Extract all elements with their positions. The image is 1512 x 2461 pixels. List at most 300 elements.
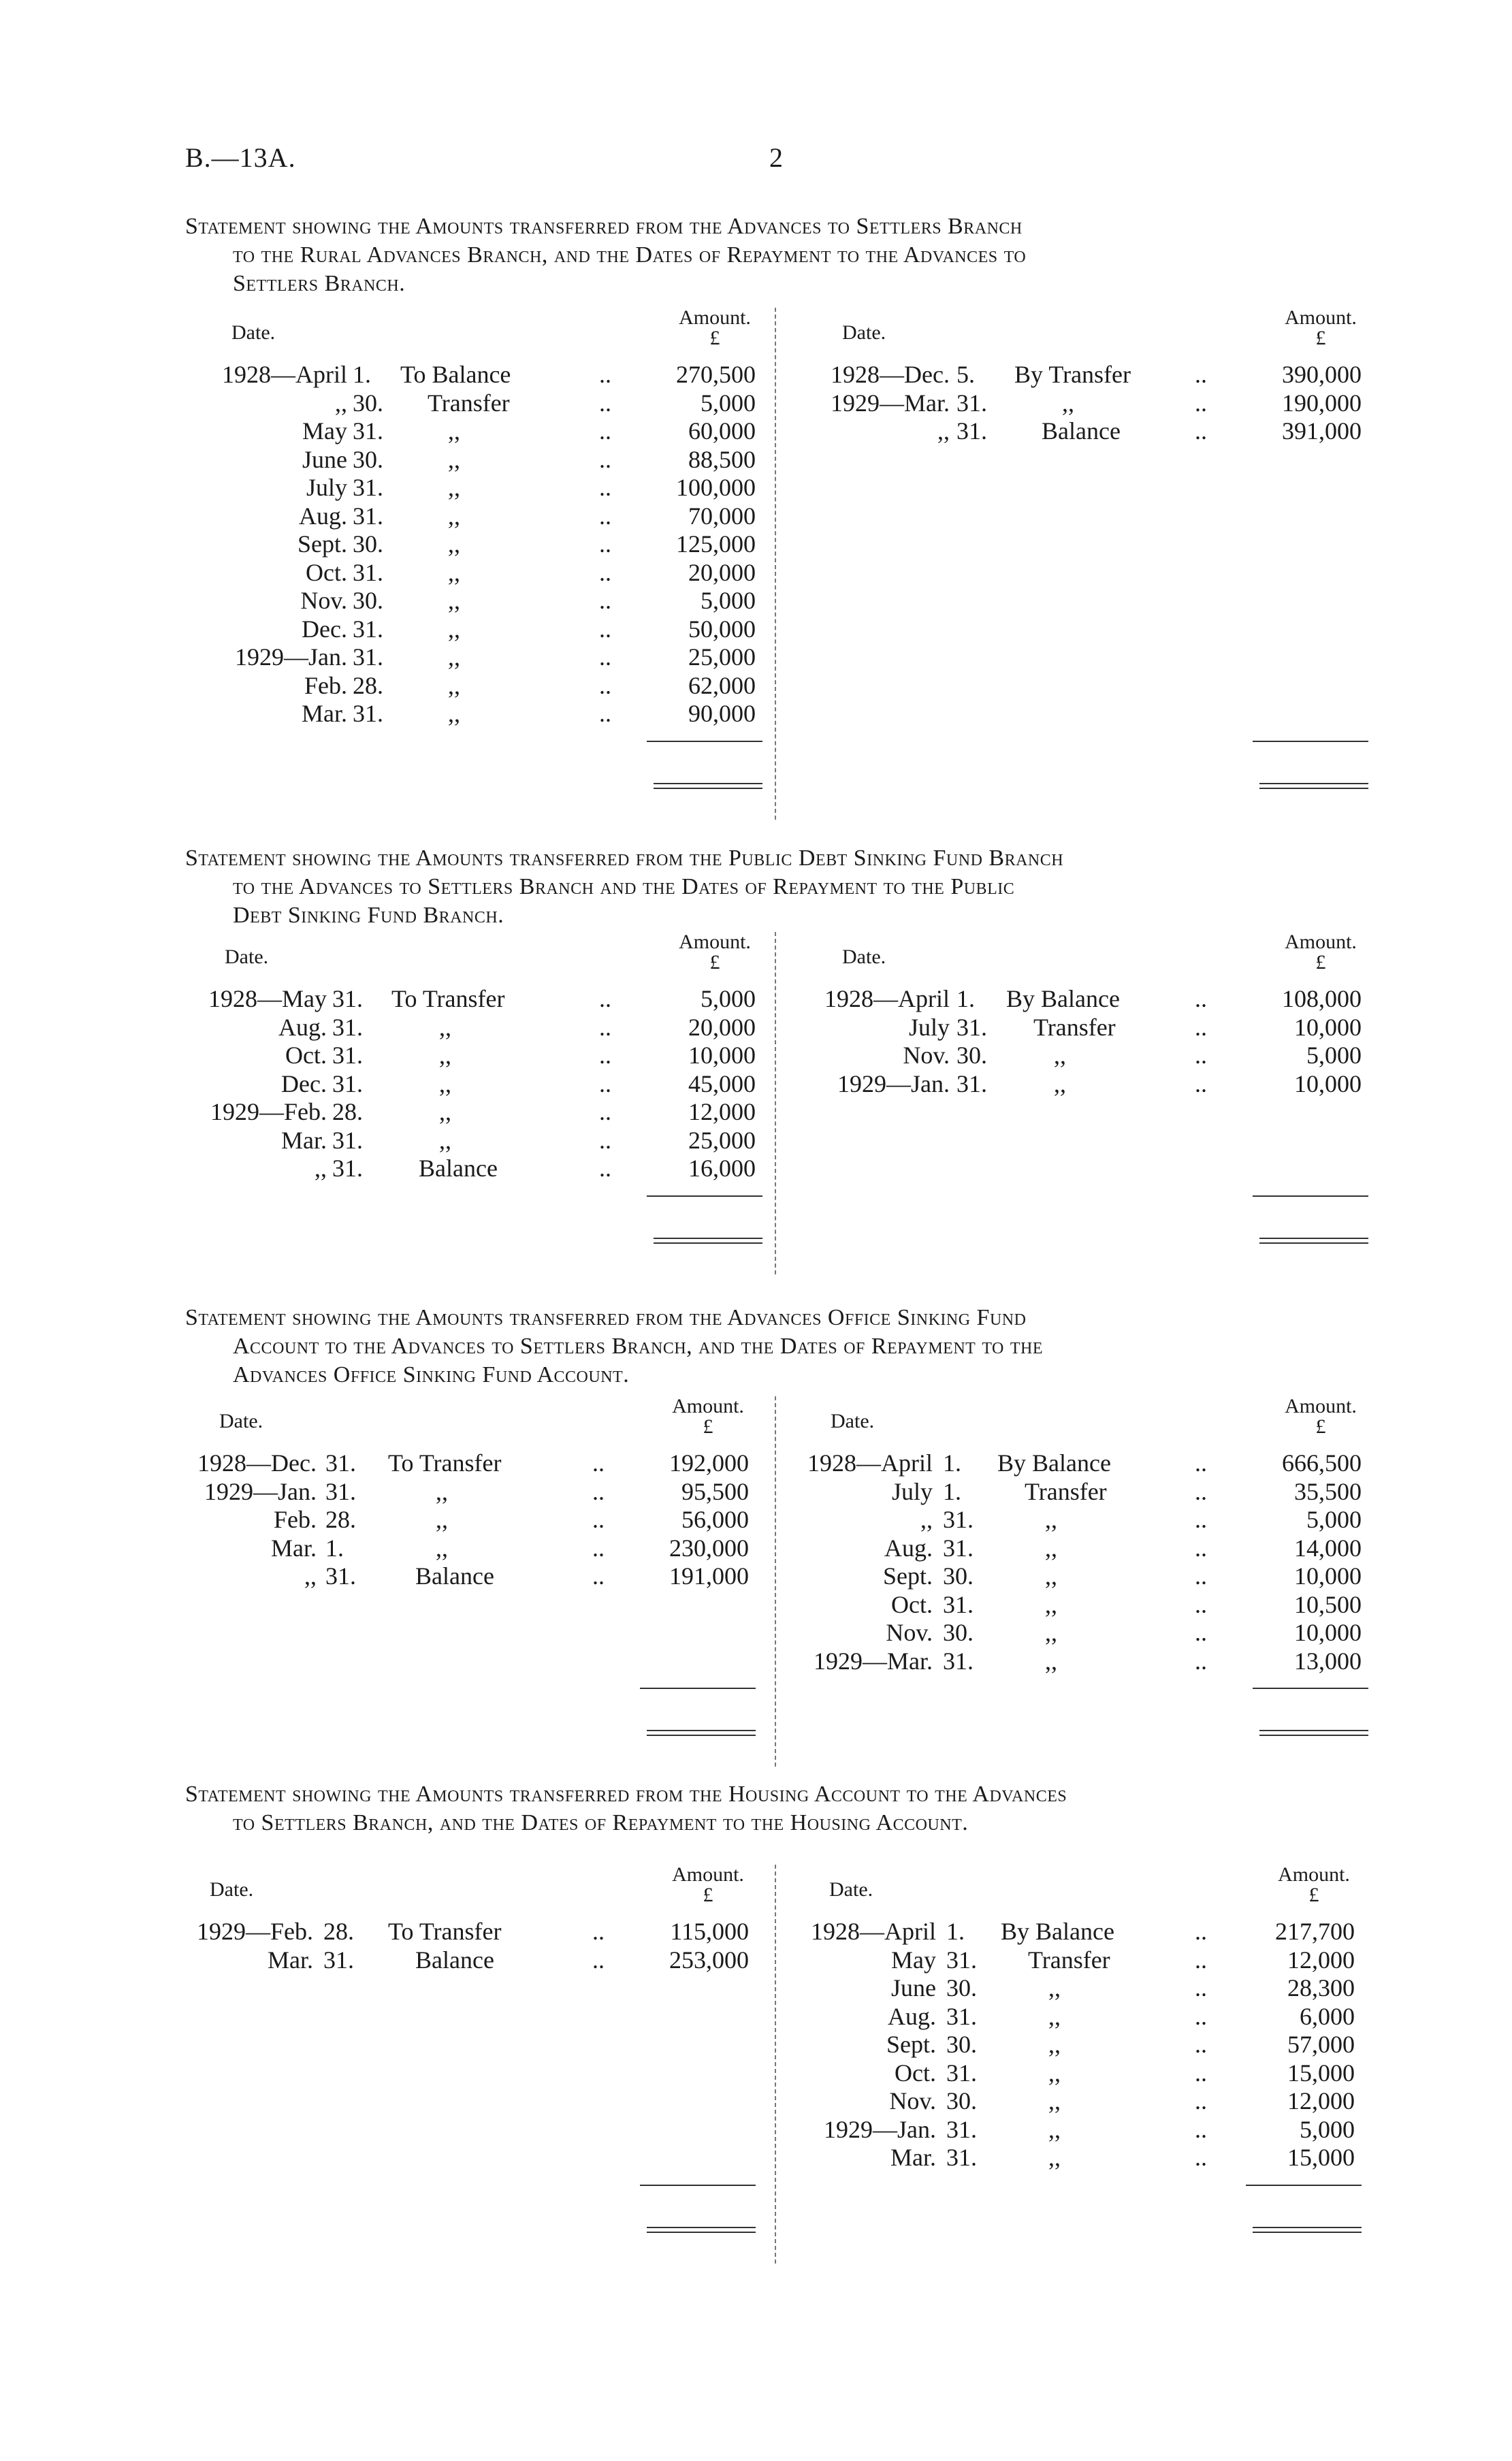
entry-date-label: July: [908, 1013, 950, 1041]
entry-date-label: 1928—April: [811, 1918, 936, 1945]
entry-date-label: Oct.: [895, 2059, 936, 2087]
entry-date-label: Sept.: [297, 530, 347, 558]
leader-dots: ..: [592, 1918, 605, 1945]
entry-description: ,,: [1045, 1562, 1057, 1590]
entry-amount: 60,000: [688, 417, 756, 445]
entry-day: 31.: [332, 1069, 363, 1097]
amount-header-label: Amount.: [672, 1863, 744, 1886]
entry-date-label: Nov.: [903, 1042, 950, 1069]
entry-description: ,,: [448, 615, 460, 643]
entry-amount: 390,000: [1282, 361, 1362, 388]
entry-day: 30.: [956, 1042, 987, 1069]
entry-amount: 5,000: [1306, 1506, 1362, 1533]
amount-header: [654, 308, 776, 349]
entry-day: 31.: [353, 615, 383, 643]
entry-date-label: 1928—Dec.: [197, 1449, 317, 1477]
title-line: Statement showing the Amounts transferred from the Advances to Settlers Branch: [185, 214, 1023, 239]
entry-amount: 108,000: [1282, 985, 1362, 1012]
entry-description: By Balance: [997, 1449, 1111, 1477]
entry-date-label: 1929—Jan.: [837, 1069, 950, 1097]
entry-description: By Balance: [1006, 985, 1120, 1012]
ledger-row: [0, 389, 1512, 417]
total-double-rule: [1253, 2227, 1362, 2233]
entry-day: 30.: [353, 389, 383, 417]
entry-description: ,,: [448, 445, 460, 473]
entry-amount: 88,500: [688, 445, 756, 473]
entry-description: ,,: [436, 1477, 448, 1505]
entry-day: 28.: [332, 1098, 363, 1125]
leader-dots: ..: [592, 1477, 605, 1505]
entry-amount: 62,000: [688, 671, 756, 699]
leader-dots: ..: [599, 643, 611, 671]
entry-day: 1.: [943, 1477, 961, 1505]
entry-description: ,,: [448, 643, 460, 671]
entry-day: 1.: [943, 1449, 961, 1477]
leader-dots: ..: [599, 558, 611, 586]
entry-description: ,,: [1054, 1042, 1066, 1069]
entry-day: 31.: [332, 1042, 363, 1069]
ledger-row: [0, 530, 1512, 558]
entry-amount: 56,000: [681, 1506, 749, 1533]
entry-amount: 100,000: [676, 474, 756, 501]
entry-amount: 57,000: [1287, 2031, 1355, 2058]
title-line: Debt Sinking Fund Branch.: [233, 903, 504, 928]
total-double-rule: [1259, 783, 1368, 789]
leader-dots: ..: [1195, 2144, 1207, 2171]
currency-symbol: £: [709, 951, 720, 974]
leader-dots: ..: [599, 1042, 611, 1069]
ledger-row: [0, 672, 1512, 700]
total-double-rule: [647, 1730, 756, 1736]
amount-header-label: Amount.: [679, 306, 751, 329]
currency-symbol: £: [1315, 951, 1326, 974]
entry-description: To Balance: [400, 361, 511, 388]
currency-symbol: £: [1315, 1415, 1326, 1438]
entry-amount: 10,000: [688, 1042, 756, 1069]
entry-date-label: Nov.: [300, 587, 347, 614]
entry-day: 31.: [956, 1013, 987, 1041]
entry-amount: 5,000: [701, 389, 756, 417]
entry-date-label: 1929—Jan.: [204, 1477, 317, 1505]
entry-amount: 28,300: [1287, 1974, 1355, 2001]
leader-dots: ..: [1195, 1506, 1207, 1533]
ledger-row: [0, 1619, 1512, 1647]
entry-date-label: July: [891, 1477, 933, 1505]
entry-date-label: Aug.: [884, 1534, 933, 1562]
entry-description: ,,: [1062, 389, 1074, 417]
ledger-row: [0, 1974, 1512, 2002]
ledger-row: [0, 2144, 1512, 2172]
entry-date-label: Oct.: [891, 1590, 933, 1618]
entry-date-label: Nov.: [886, 1619, 933, 1646]
leader-dots: ..: [599, 474, 611, 501]
amount-header: [1253, 1865, 1375, 1905]
entry-day: 1.: [946, 1918, 965, 1945]
entry-amount: 125,000: [676, 530, 756, 558]
amount-header-label: Amount.: [1285, 306, 1357, 329]
entry-day: 31.: [325, 1562, 356, 1590]
entry-date-label: 1929—Jan.: [235, 643, 347, 671]
leader-dots: ..: [1195, 417, 1207, 445]
ledger-row: [0, 1449, 1512, 1477]
amount-header-label: Amount.: [679, 931, 751, 953]
entry-description: Balance: [419, 1155, 498, 1182]
leader-dots: ..: [592, 1946, 605, 1974]
entry-date-label: Dec.: [281, 1069, 327, 1097]
date-header: Date.: [225, 946, 269, 968]
entry-day: 30.: [946, 1974, 977, 2001]
entry-day: 30.: [353, 445, 383, 473]
total-rule: [1246, 2185, 1362, 2186]
entry-date-label: Feb.: [304, 671, 347, 699]
entry-description: ,,: [1048, 2031, 1061, 2058]
leader-dots: ..: [1195, 1477, 1207, 1505]
leader-dots: ..: [1195, 389, 1207, 417]
entry-day: 31.: [353, 417, 383, 445]
total-rule: [647, 1195, 762, 1197]
entry-date-label: 1929—Feb.: [210, 1098, 327, 1125]
title-line: Statement showing the Amounts transferred from the Housing Account to the Advances: [185, 1782, 1067, 1807]
ledger-row: [0, 1562, 1512, 1590]
entry-day: 31.: [325, 1477, 356, 1505]
statement-title: [185, 1780, 1383, 1837]
leader-dots: ..: [599, 985, 611, 1012]
currency-symbol: £: [703, 1884, 713, 1906]
entry-day: 31.: [946, 1946, 977, 1974]
date-header: Date.: [210, 1878, 254, 1901]
date-header: Date.: [842, 321, 886, 344]
entry-amount: 35,500: [1294, 1477, 1362, 1505]
entry-date-label: Mar.: [281, 1126, 327, 1154]
entry-day: 31.: [956, 1069, 987, 1097]
leader-dots: ..: [1195, 2002, 1207, 2030]
leader-dots: ..: [599, 615, 611, 643]
entry-description: Balance: [1042, 417, 1121, 445]
amount-header: [647, 1865, 769, 1905]
entry-day: 31.: [353, 700, 383, 727]
amount-header-label: Amount.: [1285, 1395, 1357, 1417]
entry-day: 31.: [943, 1590, 974, 1618]
entry-day: 31.: [956, 417, 987, 445]
statement-title: [185, 844, 1383, 930]
entry-date-label: Oct.: [285, 1042, 327, 1069]
entry-date-label: May: [302, 417, 347, 445]
entry-amount: 95,500: [681, 1477, 749, 1505]
entry-description: Transfer: [1028, 1946, 1110, 1974]
entry-date-label: 1928—May: [208, 985, 327, 1012]
entry-description: ,,: [448, 558, 460, 586]
entry-amount: 50,000: [688, 615, 756, 643]
entry-amount: 13,000: [1294, 1647, 1362, 1675]
entry-description: Transfer: [1033, 1013, 1116, 1041]
leader-dots: ..: [1195, 1647, 1207, 1675]
amount-header-label: Amount.: [1285, 931, 1357, 953]
entry-date-label: 1928—April: [807, 1449, 933, 1477]
entry-description: ,,: [1048, 1974, 1061, 2001]
entry-date-label: ,,: [937, 417, 950, 445]
amount-header: [654, 932, 776, 973]
entry-description: ,,: [448, 700, 460, 727]
entry-amount: 5,000: [1300, 2115, 1355, 2143]
entry-amount: 253,000: [669, 1946, 749, 1974]
title-line: Advances Office Sinking Fund Account.: [233, 1362, 630, 1387]
entry-description: Transfer: [1025, 1477, 1107, 1505]
total-double-rule: [654, 783, 762, 789]
amount-header-label: Amount.: [1278, 1863, 1350, 1886]
leader-dots: ..: [1195, 2059, 1207, 2087]
ledger-row: [0, 615, 1512, 643]
entry-date-label: Sept.: [882, 1562, 933, 1590]
entry-description: ,,: [1045, 1506, 1057, 1533]
ledger-row: [0, 2031, 1512, 2059]
entry-amount: 5,000: [701, 985, 756, 1012]
leader-dots: ..: [1195, 1974, 1207, 2001]
ledger-row: [0, 1478, 1512, 1506]
leader-dots: ..: [1195, 1562, 1207, 1590]
entry-amount: 25,000: [688, 643, 756, 671]
entry-description: ,,: [1048, 2002, 1061, 2030]
leader-dots: ..: [599, 700, 611, 727]
amount-header-label: Amount.: [672, 1395, 744, 1417]
entry-day: 30.: [943, 1619, 974, 1646]
ledger-row: [0, 2116, 1512, 2144]
entry-amount: 10,000: [1294, 1069, 1362, 1097]
leader-dots: ..: [1195, 1918, 1207, 1945]
entry-day: 30.: [353, 530, 383, 558]
currency-symbol: £: [703, 1415, 713, 1438]
title-line: Account to the Advances to Settlers Branch, and the Dates of Repayment to the: [233, 1334, 1044, 1359]
entry-amount: 190,000: [1282, 389, 1362, 417]
leader-dots: ..: [599, 1126, 611, 1154]
entry-day: 31.: [943, 1506, 974, 1533]
leader-dots: ..: [1195, 1619, 1207, 1646]
leader-dots: ..: [599, 1098, 611, 1125]
entry-date-label: July: [306, 474, 347, 501]
entry-amount: 15,000: [1287, 2059, 1355, 2087]
page-number: 2: [769, 142, 783, 173]
leader-dots: ..: [599, 502, 611, 530]
entry-amount: 230,000: [669, 1534, 749, 1562]
entry-description: ,,: [439, 1013, 451, 1041]
entry-day: 30.: [946, 2031, 977, 2058]
entry-amount: 5,000: [701, 587, 756, 614]
ledger-row: [0, 361, 1512, 389]
ledger-row: [0, 1506, 1512, 1534]
entry-amount: 191,000: [669, 1562, 749, 1590]
entry-day: 31.: [353, 643, 383, 671]
entry-description: ,,: [1045, 1619, 1057, 1646]
entry-amount: 14,000: [1294, 1534, 1362, 1562]
entry-day: 31.: [332, 985, 363, 1012]
leader-dots: ..: [592, 1449, 605, 1477]
ledger-row: [0, 587, 1512, 615]
date-header: Date.: [219, 1410, 263, 1432]
ledger-row: [0, 1098, 1512, 1126]
entry-date-label: ,,: [304, 1562, 317, 1590]
entry-day: 1.: [956, 985, 975, 1012]
entry-amount: 666,500: [1282, 1449, 1362, 1477]
leader-dots: ..: [1195, 1534, 1207, 1562]
total-double-rule: [1259, 1238, 1368, 1244]
entry-date-label: ,,: [315, 1155, 327, 1182]
entry-day: 31.: [332, 1155, 363, 1182]
entry-day: 31.: [323, 1946, 354, 1974]
leader-dots: ..: [592, 1562, 605, 1590]
total-double-rule: [1259, 1730, 1368, 1736]
leader-dots: ..: [599, 530, 611, 558]
entry-date-label: 1929—Jan.: [824, 2115, 936, 2143]
entry-description: ,,: [448, 587, 460, 614]
entry-date-label: Oct.: [306, 558, 347, 586]
leader-dots: ..: [1195, 1946, 1207, 1974]
entry-description: ,,: [1048, 2144, 1061, 2171]
leader-dots: ..: [592, 1506, 605, 1533]
entry-date-label: Aug.: [299, 502, 347, 530]
entry-day: 31.: [332, 1013, 363, 1041]
ledger-row: [0, 1155, 1512, 1183]
entry-amount: 5,000: [1306, 1042, 1362, 1069]
entry-amount: 10,500: [1294, 1590, 1362, 1618]
leader-dots: ..: [599, 361, 611, 388]
entry-description: By Balance: [1001, 1918, 1114, 1945]
entry-day: 31.: [946, 2059, 977, 2087]
ledger-row: [0, 2087, 1512, 2115]
entry-date-label: Feb.: [274, 1506, 317, 1533]
leader-dots: ..: [599, 417, 611, 445]
ledger-row: [0, 2059, 1512, 2087]
entry-date-label: ,,: [335, 389, 347, 417]
leader-dots: ..: [592, 1534, 605, 1562]
entry-date-label: Mar.: [268, 1946, 313, 1974]
ledger-row: [0, 1014, 1512, 1042]
total-rule: [640, 1688, 756, 1689]
ledger-row: [0, 1647, 1512, 1675]
entry-description: ,,: [448, 502, 460, 530]
entry-description: ,,: [448, 671, 460, 699]
title-line: to the Advances to Settlers Branch and the Dates of Repayment to the Public: [233, 874, 1015, 899]
leader-dots: ..: [599, 445, 611, 473]
entry-day: 1.: [325, 1534, 344, 1562]
leader-dots: ..: [1195, 2031, 1207, 2058]
entry-description: ,,: [439, 1098, 451, 1125]
entry-description: ,,: [439, 1126, 451, 1154]
entry-amount: 217,700: [1275, 1918, 1355, 1945]
entry-description: ,,: [1045, 1534, 1057, 1562]
entry-day: 31.: [943, 1534, 974, 1562]
title-line: to Settlers Branch, and the Dates of Repayment to the Housing Account.: [233, 1810, 969, 1835]
currency-symbol: £: [709, 327, 720, 349]
ledger-row: [0, 643, 1512, 671]
ledger-row: [0, 1591, 1512, 1619]
entry-amount: 20,000: [688, 558, 756, 586]
entry-day: 28.: [323, 1918, 354, 1945]
statement-title: [185, 1304, 1383, 1389]
ledger-row: [0, 1042, 1512, 1069]
total-rule: [1253, 741, 1368, 742]
document-reference: B.—13A.: [185, 142, 296, 173]
amount-header: [1259, 1396, 1382, 1437]
amount-header: [647, 1396, 769, 1437]
ledger-row: [0, 1534, 1512, 1562]
entry-amount: 115,000: [670, 1918, 749, 1945]
entry-description: ,,: [448, 530, 460, 558]
total-rule: [640, 2185, 756, 2186]
leader-dots: ..: [1195, 361, 1207, 388]
entry-day: 31.: [353, 558, 383, 586]
amount-header: [1259, 308, 1382, 349]
entry-description: ,,: [436, 1534, 448, 1562]
entry-description: ,,: [1048, 2115, 1061, 2143]
entry-day: 1.: [353, 361, 371, 388]
currency-symbol: £: [1308, 1884, 1319, 1906]
entry-date-label: Aug.: [278, 1013, 327, 1041]
ledger-row: [0, 700, 1512, 728]
entry-amount: 15,000: [1287, 2144, 1355, 2171]
ledger-row: [0, 985, 1512, 1013]
statement-title: [185, 212, 1383, 298]
entry-day: 31.: [946, 2002, 977, 2030]
entry-amount: 12,000: [1287, 1946, 1355, 1974]
entry-amount: 270,500: [676, 361, 756, 388]
date-header: Date.: [829, 1878, 873, 1901]
entry-day: 31.: [956, 389, 987, 417]
leader-dots: ..: [1195, 1042, 1207, 1069]
entry-description: To Transfer: [388, 1449, 502, 1477]
entry-description: Balance: [415, 1562, 494, 1590]
entry-date-label: 1928—Dec.: [831, 361, 950, 388]
leader-dots: ..: [599, 671, 611, 699]
leader-dots: ..: [599, 587, 611, 614]
entry-amount: 10,000: [1294, 1619, 1362, 1646]
ledger-row: [0, 417, 1512, 445]
entry-amount: 25,000: [688, 1126, 756, 1154]
entry-date-label: ,,: [920, 1506, 933, 1533]
entry-date-label: Aug.: [888, 2002, 936, 2030]
ledger-row: [0, 1070, 1512, 1098]
entry-day: 31.: [946, 2115, 977, 2143]
entry-amount: 12,000: [688, 1098, 756, 1125]
entry-amount: 192,000: [669, 1449, 749, 1477]
ledger-row: [0, 1946, 1512, 1974]
ledger-row: [0, 1918, 1512, 1946]
leader-dots: ..: [599, 1013, 611, 1041]
leader-dots: ..: [1195, 1590, 1207, 1618]
entry-amount: 70,000: [688, 502, 756, 530]
total-rule: [1253, 1195, 1368, 1197]
title-line: Settlers Branch.: [233, 271, 406, 296]
entry-day: 31.: [325, 1449, 356, 1477]
entry-description: ,,: [448, 474, 460, 501]
leader-dots: ..: [599, 389, 611, 417]
leader-dots: ..: [1195, 1013, 1207, 1041]
ledger-row: [0, 1127, 1512, 1155]
entry-description: ,,: [1048, 2087, 1061, 2114]
entry-amount: 90,000: [688, 700, 756, 727]
entry-description: Transfer: [428, 389, 510, 417]
entry-day: 31.: [332, 1126, 363, 1154]
title-line: to the Rural Advances Branch, and the Dates of Repayment to the Advances to: [233, 242, 1027, 268]
entry-date-label: Mar.: [271, 1534, 317, 1562]
entry-description: ,,: [1045, 1647, 1057, 1675]
ledger-row: [0, 2003, 1512, 2031]
entry-date-label: 1928—April: [222, 361, 347, 388]
entry-date-label: 1928—April: [824, 985, 950, 1012]
entry-date-label: June: [302, 445, 347, 473]
total-rule: [1253, 1688, 1368, 1689]
entry-description: ,,: [1048, 2059, 1061, 2087]
currency-symbol: £: [1315, 327, 1326, 349]
entry-day: 5.: [956, 361, 975, 388]
